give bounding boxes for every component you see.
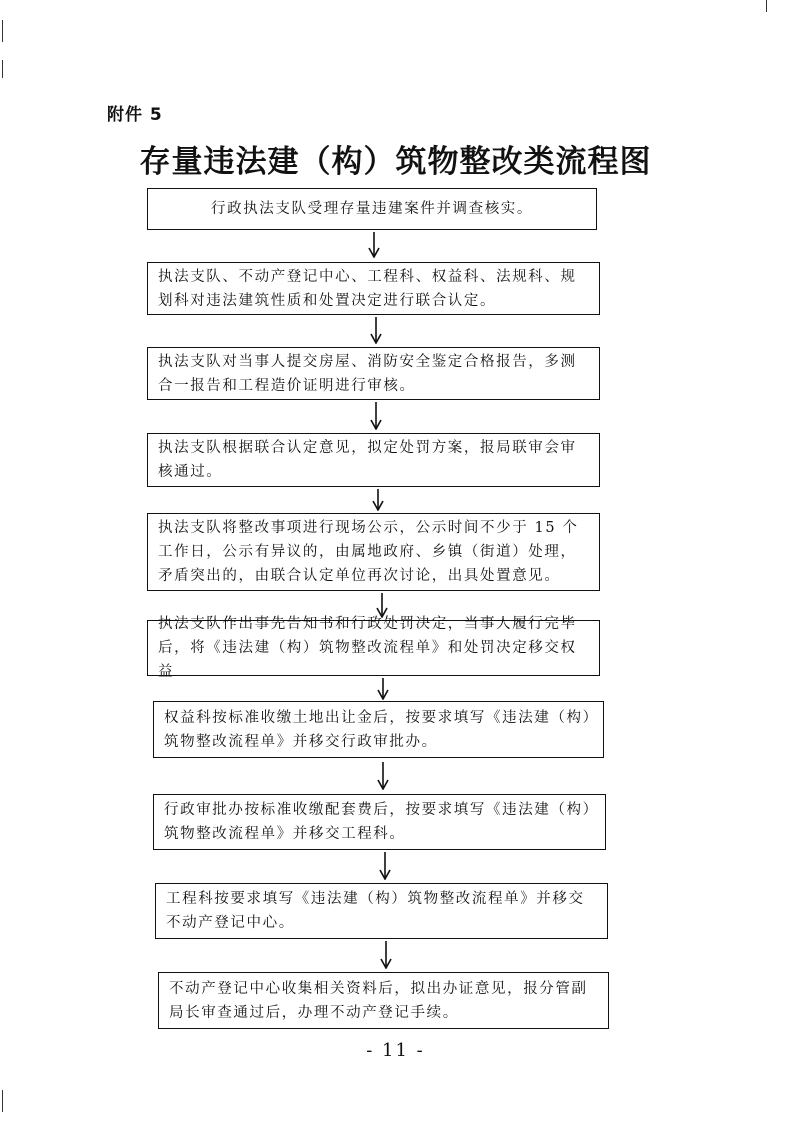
flow-step-4: 执法支队根据联合认定意见，拟定处罚方案，报局联审会审核通过。 [147,433,600,487]
flow-arrow-7 [377,762,389,790]
scan-mark [2,60,3,78]
flow-arrow-9 [380,941,392,969]
scan-mark [766,0,767,12]
flow-step-8: 行政审批办按标准收缴配套费后，按要求填写《违法建（构）筑物整改流程单》并移交工程科。 [153,794,606,850]
flow-step-2: 执法支队、不动产登记中心、工程科、权益科、法规科、规划科对违法建筑性质和处置决定进行联合认定。 [147,262,600,315]
flow-step-1: 行政执法支队受理存量违建案件并调查核实。 [147,188,597,230]
scan-mark [2,1090,3,1112]
flow-step-6: 执法支队作出事先告知书和行政处罚决定，当事人履行完毕后，将《违法建（构）筑物整改流程单》和处罚决定移交权益 [147,620,600,676]
flow-arrow-3 [370,402,382,430]
flow-arrow-2 [370,317,382,344]
page-title: 存量违法建（构）筑物整改类流程图 [139,144,652,180]
flow-arrow-4 [372,489,384,511]
flow-step-5: 执法支队将整改事项进行现场公示，公示时间不少于 15 个工作日，公示有异议的，由属地政府、乡镇（街道）处理，矛盾突出的，由联合认定单位再次讨论，出具处置意见。 [147,513,600,591]
attachment-label: 附件 5 [107,105,163,125]
flow-step-3: 执法支队对当事人提交房屋、消防安全鉴定合格报告，多测合一报告和工程造价证明进行审核。 [147,347,600,400]
flow-arrow-5 [376,593,388,618]
flow-arrow-6 [377,678,389,700]
scan-mark [2,20,3,42]
page-number: - 11 - [366,1040,425,1061]
flow-step-9: 工程科按要求填写《违法建（构）筑物整改流程单》并移交不动产登记中心。 [155,883,608,939]
flow-step-10: 不动产登记中心收集相关资料后，拟出办证意见，报分管副局长审查通过后，办理不动产登记手续。 [158,972,609,1029]
flow-arrow-1 [368,232,380,258]
flow-arrow-8 [379,852,391,880]
flow-step-7: 权益科按标准收缴土地出让金后，按要求填写《违法建（构）筑物整改流程单》并移交行政审批办。 [153,701,604,758]
